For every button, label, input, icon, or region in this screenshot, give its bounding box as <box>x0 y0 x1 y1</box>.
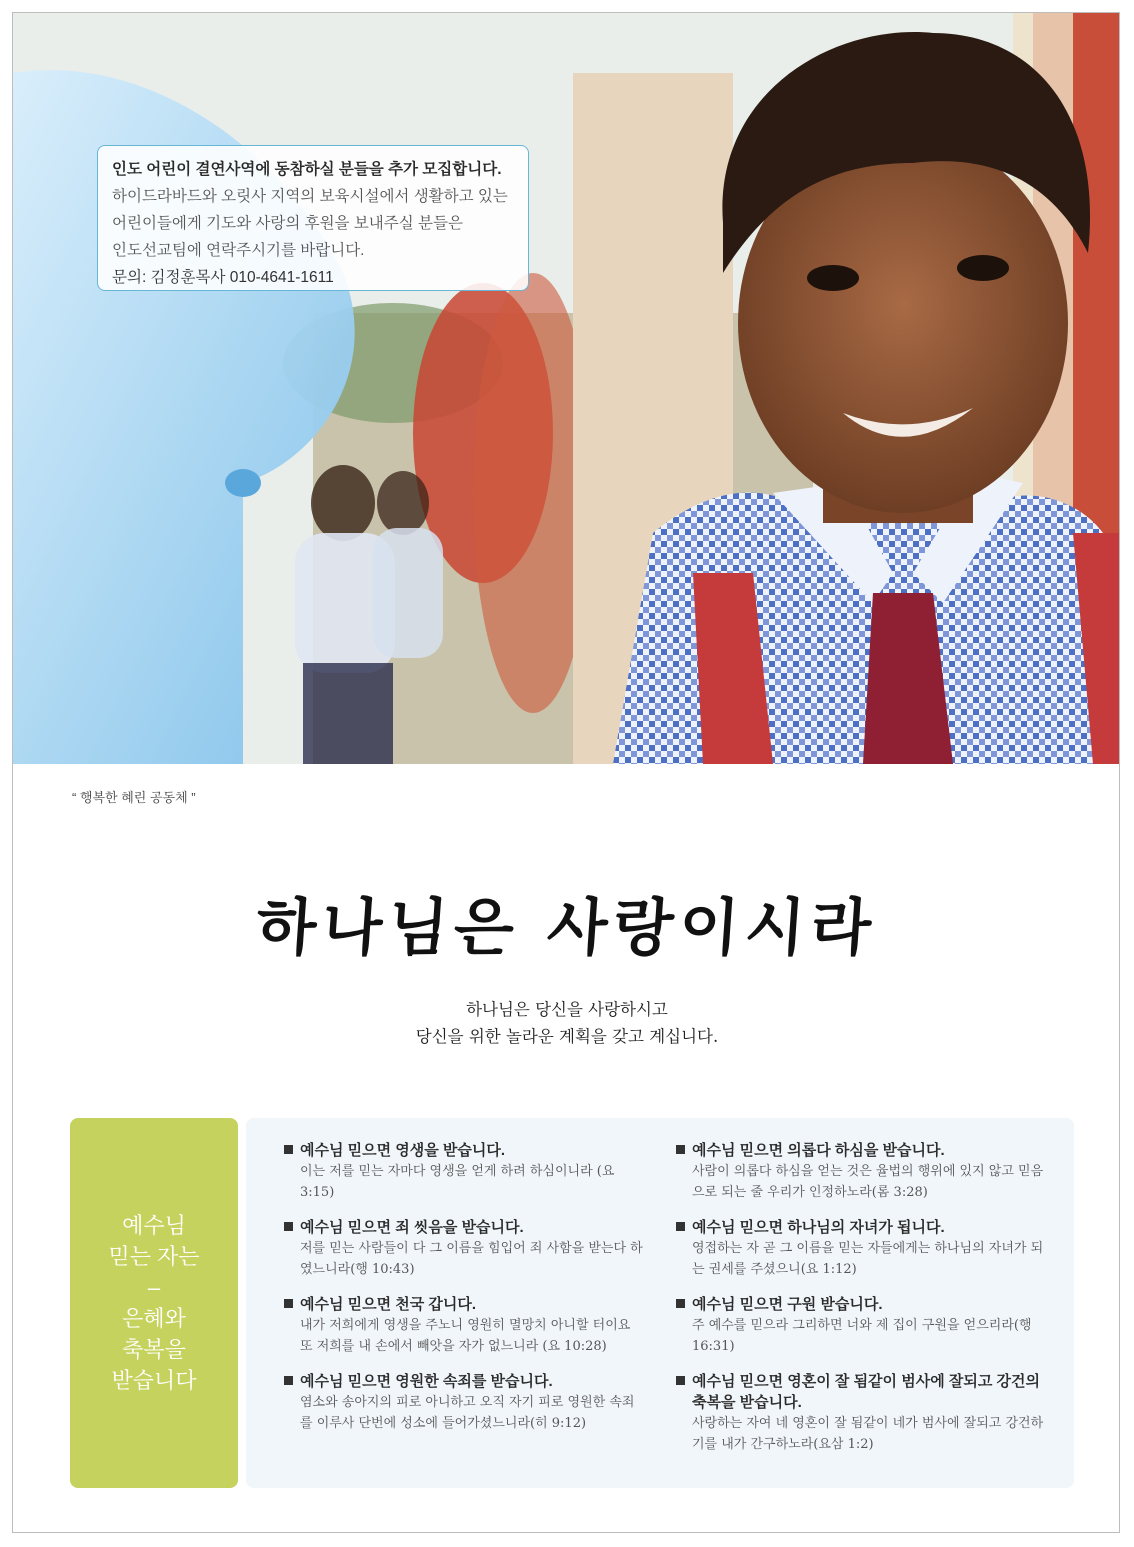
notice-contact: 문의: 김정훈목사 010-4641-1611 <box>112 269 334 286</box>
blessings-right-column <box>676 1140 1046 1469</box>
photo-caption: “ 행복한 혜린 공동체 ” <box>72 790 196 805</box>
notice-headline: 인도 어린이 결연사역에 동참하실 분들을 추가 모집합니다. <box>112 161 502 178</box>
blessing-item <box>284 1140 644 1203</box>
recruitment-notice <box>97 145 529 291</box>
blessing-heading: 예수님 믿으면 영혼이 잘 됨같이 범사에 잘되고 강건의 축복을 받습니다. <box>676 1371 1046 1413</box>
blessing-item <box>284 1294 644 1357</box>
blessing-verse: 사랑하는 자여 네 영혼이 잘 됨같이 네가 범사에 잘되고 강건하기를 내가 간구하노라(요삼 1:2) <box>692 1416 1044 1452</box>
blessing-heading: 예수님 믿으면 영생을 받습니다. <box>284 1140 644 1161</box>
page-subtitle <box>0 996 1134 1050</box>
side-callout <box>70 1118 238 1488</box>
blessing-verse: 영접하는 자 곧 그 이름을 믿는 자들에게는 하나님의 자녀가 되는 권세를 주셨으니(요 1:12) <box>692 1241 1044 1277</box>
hero-photo <box>13 13 1119 764</box>
subtitle-line: 당신을 위한 놀라운 계획을 갖고 계십니다. <box>415 1027 719 1046</box>
blessing-heading: 예수님 믿으면 천국 갑니다. <box>284 1294 644 1315</box>
blessing-heading: 예수님 믿으면 영원한 속죄를 받습니다. <box>284 1371 644 1392</box>
notice-line: 하이드라바드와 오릿사 지역의 보육시설에서 생활하고 있는 <box>112 188 508 205</box>
callout-line: 받습니다 <box>111 1368 197 1393</box>
blessing-item <box>284 1371 644 1434</box>
blessing-heading: 예수님 믿으면 구원 받습니다. <box>676 1294 1046 1315</box>
callout-line: 축복을 <box>122 1337 186 1362</box>
photo-illustration <box>13 13 1119 764</box>
blessing-heading: 예수님 믿으면 죄 씻음을 받습니다. <box>284 1217 644 1238</box>
callout-line: 믿는 자는 <box>108 1244 200 1269</box>
blessing-verse: 저를 믿는 사람들이 다 그 이름을 힘입어 죄 사함을 받는다 하였느니라(행 10:43) <box>300 1241 643 1277</box>
blessing-item <box>676 1217 1046 1280</box>
callout-line: – <box>147 1275 161 1300</box>
blessing-heading: 예수님 믿으면 하나님의 자녀가 됩니다. <box>676 1217 1046 1238</box>
blessing-verse: 염소와 송아지의 피로 아니하고 오직 자기 피로 영원한 속죄를 이루사 단번에 성소에 들어가셨느니라(히 9:12) <box>300 1395 635 1431</box>
page-title: 하나님은 사랑이시라 <box>253 891 880 964</box>
blessing-item <box>676 1371 1046 1455</box>
notice-line: 어린이들에게 기도와 사랑의 후원을 보내주실 분들은 <box>112 215 463 232</box>
blessing-verse: 주 예수를 믿으라 그리하면 너와 제 집이 구원을 얻으리라(행 16:31) <box>692 1318 1032 1354</box>
subtitle-line: 하나님은 당신을 사랑하시고 <box>466 1000 668 1019</box>
callout-line: 예수님 <box>122 1213 186 1238</box>
blessing-item <box>284 1217 644 1280</box>
blessings-panel <box>246 1118 1074 1488</box>
blessing-verse: 사람이 의롭다 하심을 얻는 것은 율법의 행위에 있지 않고 믿음으로 되는 줄 우리가 인정하노라(롬 3:28) <box>692 1164 1044 1200</box>
notice-line: 인도선교팀에 연락주시기를 바랍니다. <box>112 242 365 259</box>
blessings-left-column <box>284 1140 644 1448</box>
blessing-item <box>676 1294 1046 1357</box>
blessing-verse: 이는 저를 믿는 자마다 영생을 얻게 하려 하심이니라 (요 3:15) <box>300 1164 615 1200</box>
callout-line: 은혜와 <box>122 1306 186 1331</box>
blessing-verse: 내가 저희에게 영생을 주노니 영원히 멸망치 아니할 터이요 또 저희를 내 손에서 빼앗을 자가 없느니라 (요 10:28) <box>300 1318 631 1354</box>
blessing-heading: 예수님 믿으면 의롭다 하심을 받습니다. <box>676 1140 1046 1161</box>
blessing-item <box>676 1140 1046 1203</box>
